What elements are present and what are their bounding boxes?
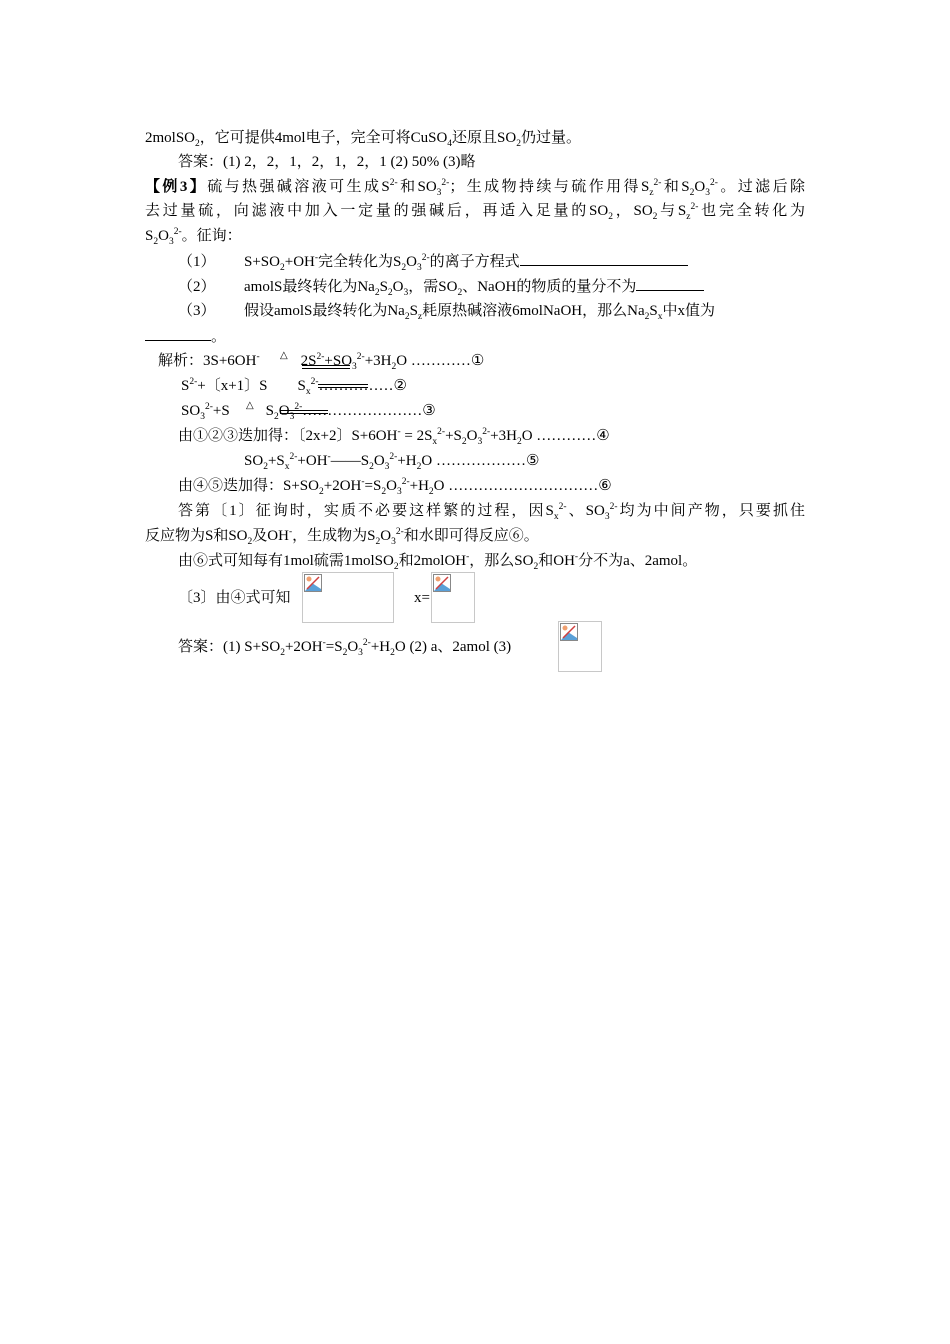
equation-6: 由④⑤迭加得：$S+SO_2+2OH^-=S_2O_3^{2-}+H_2O$ …………………………⑥ — [178, 477, 612, 497]
answer-blank[interactable] — [145, 326, 211, 341]
heat-symbol: △ — [280, 350, 288, 361]
equation-1: 解析：3S+6OH- $2S^{2-}+SO_3^{2-}+3H_2O$ …………① — [158, 352, 485, 372]
example-3-line-3: $S_2O_3^{2-}$。征询： — [145, 227, 242, 247]
formula-image-placeholder — [558, 621, 602, 672]
question-1: （1） $S+SO_2+OH^-$完全转化为$S_2O_3^{2-}$的离子方程式 — [178, 251, 688, 272]
answer-blank[interactable] — [636, 276, 704, 291]
answer-blank[interactable] — [520, 251, 688, 266]
broken-image-icon — [433, 574, 451, 592]
explanation-line-4: 〔3〕由④式可知 — [178, 590, 291, 606]
equation-5: $SO_2+S_x^{2-}+OH^-——S_2O_3^{2-}+H_2O$ ………………⑤ — [244, 452, 540, 472]
explanation-line-3: 由⑥式可知每有1mol硫需1molSO$_2$和2molOH-，那么$SO_2$和OH-分不为a、2amol。 — [178, 552, 698, 572]
formula-image-placeholder — [431, 572, 475, 623]
explanation-line-2: 反应物为S和$SO_2$及OH-，生成物为$S_2O_3^{2-}$和水即可得反应⑥。 — [145, 527, 539, 547]
example-3-line-2: 去过量硫，向滤液中加入一定量的强碱后，再适入足量的$SO_2$，$SO_2$与$S_z^{2-}$也完全转化为 — [145, 202, 805, 222]
example-label: 【例3】 — [145, 179, 208, 195]
question-3: （3） 假设amolS最终转化为$Na_2S_z$耗原热碱溶液6molNaOH，那么$Na_2S_x$中x值为 — [178, 303, 715, 322]
reaction-arrow — [318, 384, 368, 388]
broken-image-icon — [560, 623, 578, 641]
equation-4: 由①②③迭加得：〔2x+2〕$S+6OH^- = 2S_x^{2-}+S_2O_3^{2-}+3H_2O$ …………④ — [178, 427, 610, 447]
reaction-arrow — [280, 410, 328, 414]
final-answer: 答案：(1) $S+SO_2+2OH^-=S_2O_3^{2-}+H_2O$ (2) a、2amol (3) — [178, 638, 512, 658]
reaction-arrow — [302, 365, 350, 369]
equation-2: $S^{2-}+$〔x+1〕S $S_x^{2-}\dots\dots\dots\dots\dots ②$ — [181, 377, 407, 397]
explanation-line-1: 答第〔1〕征询时，实质不必要这样繁的过程，因$S_x^{2-}$、$SO_3^{2-}$均为中间产物，只要抓住 — [178, 502, 805, 522]
answer-line: 答案：(1) 2，2，1，2，1，2，1 (2) 50% (3)略 — [178, 154, 476, 170]
x-equals: x= — [414, 590, 430, 606]
formula-image-placeholder — [302, 572, 394, 623]
text-line-1: 2molSO$_2$，它可提供4mol电子，完全可将CuSO$_4$还原且$SO_2$仍过量。 — [145, 130, 581, 149]
example-3-line-1: 【例3】硫与热强碱溶液可生成$S^{2-}$和$SO_3^{2-}$；生成物持续与硫作用得$S_z^{2-}$和$S_2O_3^{2-}$。过滤后除 — [145, 178, 806, 198]
broken-image-icon — [304, 574, 322, 592]
question-3-continued: 。 — [145, 326, 226, 347]
heat-symbol: △ — [246, 400, 254, 411]
question-2: （2） amolS最终转化为$Na_2S_2O_3$，需$SO_2$、NaOH的物质的量分不为 — [178, 276, 704, 297]
equation-3: $SO_3^{2-}+S$ $S_2O_3^{2-}\dots\dots\dots\dots\dots\dots\dots\dots ③$ — [181, 402, 436, 422]
